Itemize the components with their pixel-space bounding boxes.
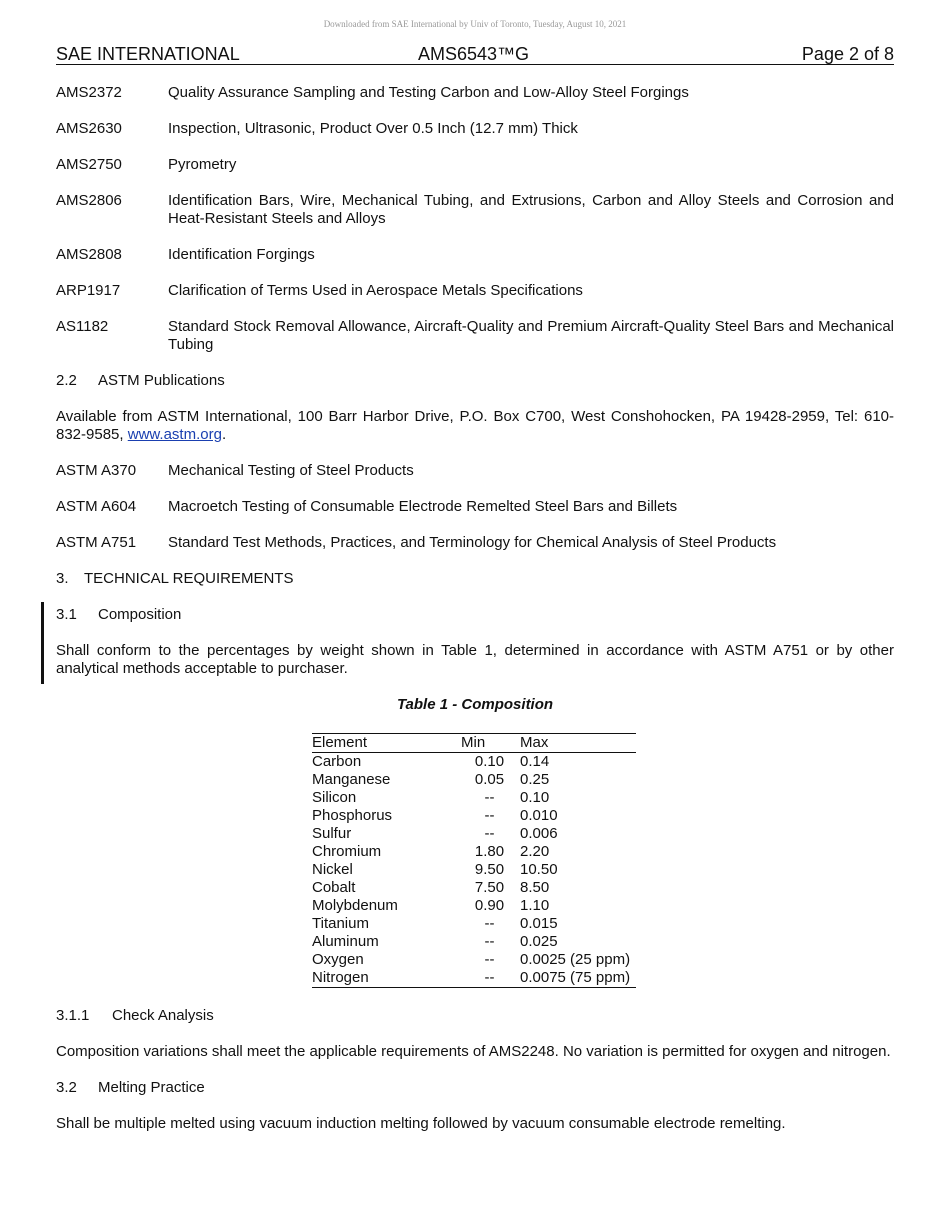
reference-title: Quality Assurance Sampling and Testing Carbon and Low-Alloy Steel Forgings (168, 84, 689, 101)
cell-max: 0.025 (520, 933, 558, 950)
cell-max: 0.010 (520, 807, 558, 824)
cell-max: 0.006 (520, 825, 558, 842)
reference-title: Macroetch Testing of Consumable Electrode Remelted Steel Bars and Billets (168, 498, 678, 515)
cell-min: -- (484, 933, 495, 950)
cell-min: 0.90 (474, 897, 505, 914)
section-title: Check Analysis (112, 1007, 214, 1024)
reference-code: AMS2808 (56, 246, 122, 263)
cell-min: -- (460, 969, 519, 988)
column-header-max: Max (519, 734, 636, 753)
astm-availability-paragraph (56, 408, 894, 444)
reference-item (56, 120, 894, 138)
section-title: TECHNICAL REQUIREMENTS (84, 570, 294, 587)
table-row (312, 825, 636, 843)
table-row (312, 951, 636, 969)
section-heading-3 (56, 570, 894, 588)
cell-element: Nitrogen (312, 969, 460, 988)
reference-title: Standard Test Methods, Practices, and Terminology for Chemical Analysis of Steel Products (168, 534, 777, 551)
reference-code: AMS2750 (56, 156, 122, 173)
cell-min: -- (484, 915, 495, 932)
section-heading-3-2 (56, 1079, 894, 1097)
cell-max: 0.015 (520, 915, 558, 932)
reference-code: AMS2372 (56, 84, 122, 101)
reference-title: Identification Forgings (168, 246, 315, 263)
reference-code: AS1182 (56, 318, 109, 335)
cell-element: Sulfur (312, 825, 352, 842)
section-number: 3. (56, 570, 69, 587)
table-row (312, 933, 636, 951)
column-header-min: Min (460, 734, 519, 753)
cell-max: 8.50 (520, 879, 550, 896)
section-number: 3.1.1 (56, 1007, 90, 1024)
reference-title: Inspection, Ultrasonic, Product Over 0.5 Inch (12.7 mm) Thick (168, 120, 578, 137)
reference-code: AMS2630 (56, 120, 122, 137)
reference-item (56, 84, 894, 102)
astm-website-link[interactable]: www.astm.org (127, 426, 222, 443)
reference-item (56, 498, 894, 516)
section-heading-3-1 (56, 606, 894, 624)
check-analysis-paragraph: Composition variations shall meet the applicable requirements of AMS2248. No variation is permitted for oxygen and nitrogen. (56, 1043, 891, 1060)
cell-max: 0.10 (520, 789, 550, 806)
reference-code: ASTM A751 (56, 534, 137, 551)
cell-min: -- (484, 951, 495, 968)
paragraph-text: Available from ASTM International, 100 Barr Harbor Drive, P.O. Box C700, West Conshohocken, PA 19428-2959, Tel: 610-832-9585, (56, 408, 894, 443)
cell-max: 0.0075 (75 ppm) (519, 969, 636, 988)
header-publisher: SAE INTERNATIONAL (56, 44, 240, 64)
composition-paragraph: Shall conform to the percentages by weight shown in Table 1, determined in accordance with ASTM A751 or by other analytical methods acceptable to purchaser. (56, 642, 894, 677)
table-row (312, 915, 636, 933)
paragraph-text-end: . (221, 426, 227, 443)
section-title: Melting Practice (98, 1079, 205, 1096)
table-title: Table 1 - Composition (396, 696, 554, 713)
cell-min: 1.80 (474, 843, 505, 860)
cell-min: 9.50 (474, 861, 505, 878)
table-row (312, 753, 636, 772)
cell-max: 2.20 (520, 843, 550, 860)
cell-element: Molybdenum (312, 897, 398, 914)
cell-min: 7.50 (474, 879, 505, 896)
section-title: Composition (98, 606, 182, 623)
reference-item (56, 462, 894, 480)
cell-element: Silicon (312, 789, 357, 806)
cell-max: 0.25 (520, 771, 550, 788)
section-heading-2-2 (56, 372, 894, 390)
cell-min: 0.05 (474, 771, 505, 788)
cell-max: 1.10 (520, 897, 550, 914)
cell-min: -- (484, 825, 495, 842)
cell-min: -- (484, 807, 495, 824)
document-body (56, 84, 894, 1151)
melting-practice-paragraph: Shall be multiple melted using vacuum induction melting followed by vacuum consumable electrode remelting. (56, 1115, 786, 1132)
cell-element: Aluminum (312, 933, 379, 950)
reference-item (56, 246, 894, 264)
astm-references-list (56, 462, 894, 552)
header-page-number: Page 2 of 8 (801, 44, 894, 64)
table-row (312, 789, 636, 807)
reference-code: ARP1917 (56, 282, 121, 299)
cell-element: Phosphorus (312, 807, 393, 824)
reference-code: AMS2806 (56, 192, 122, 209)
composition-table (312, 733, 636, 988)
cell-max: 0.0025 (25 ppm) (520, 951, 631, 968)
cell-min: 0.10 (474, 753, 505, 770)
section-number: 2.2 (56, 372, 77, 389)
table-row (312, 771, 636, 789)
sae-references-list (56, 84, 894, 354)
cell-element: Manganese (312, 771, 391, 788)
page-header (56, 44, 894, 65)
section-title: ASTM Publications (98, 372, 225, 389)
table-row (312, 969, 636, 988)
cell-max: 10.50 (520, 861, 558, 878)
reference-title: Standard Stock Removal Allowance, Aircraft-Quality and Premium Aircraft-Quality Steel Bars and Mechanical Tubing (168, 318, 894, 353)
reference-title: Mechanical Testing of Steel Products (168, 462, 414, 479)
reference-item (56, 192, 894, 228)
revision-change-bar (41, 602, 44, 684)
table-row (312, 879, 636, 897)
cell-element: Chromium (312, 843, 382, 860)
cell-min: -- (484, 789, 495, 806)
section-number: 3.1 (56, 606, 77, 623)
column-header-element: Element (312, 734, 460, 753)
section-heading-3-1-1 (56, 1007, 894, 1025)
table-row (312, 897, 636, 915)
table-header-row (312, 734, 636, 753)
cell-element: Cobalt (312, 879, 356, 896)
download-watermark: Downloaded from SAE International by Univ of Toronto, Tuesday, August 10, 2021 (323, 19, 627, 29)
section-number: 3.2 (56, 1079, 77, 1096)
header-doc-number: AMS6543™G (418, 44, 530, 64)
reference-title: Pyrometry (168, 156, 237, 173)
table-row (312, 861, 636, 879)
reference-item (56, 156, 894, 174)
reference-title: Clarification of Terms Used in Aerospace Metals Specifications (168, 282, 583, 299)
reference-item (56, 282, 894, 300)
reference-title: Identification Bars, Wire, Mechanical Tubing, and Extrusions, Carbon and Alloy Steels and Corrosion and Heat-Resistant Steels and Alloys (168, 192, 894, 227)
cell-element: Carbon (312, 753, 362, 770)
reference-code: ASTM A604 (56, 498, 137, 515)
cell-element: Oxygen (312, 951, 364, 968)
cell-element: Titanium (312, 915, 369, 932)
reference-item (56, 534, 894, 552)
table-row (312, 807, 636, 825)
reference-item (56, 318, 894, 354)
cell-element: Nickel (312, 861, 353, 878)
table-row (312, 843, 636, 861)
reference-code: ASTM A370 (56, 462, 137, 479)
cell-max: 0.14 (520, 753, 550, 770)
